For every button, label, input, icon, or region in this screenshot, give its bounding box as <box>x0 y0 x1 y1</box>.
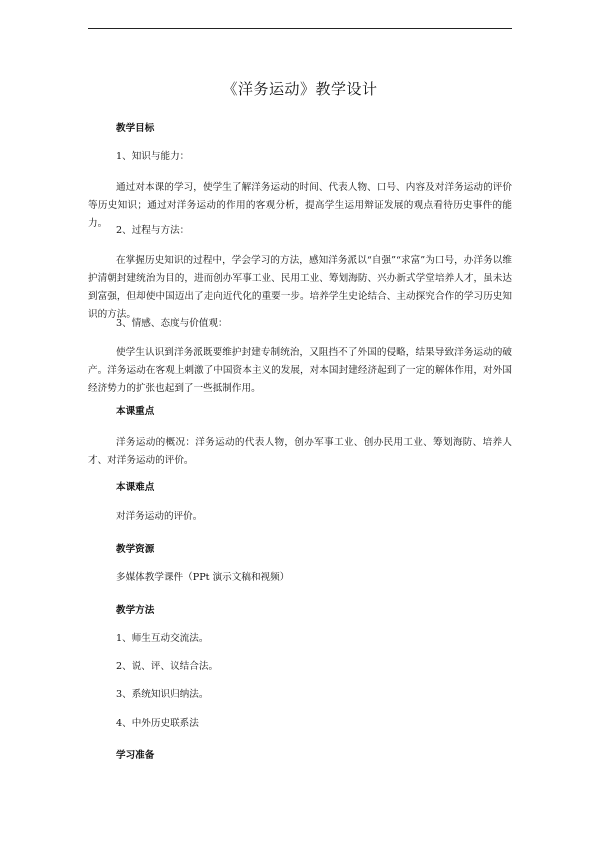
method-item-4: 4、中外历史联系法 <box>116 718 199 729</box>
heading-key-points: 本课重点 <box>116 406 155 417</box>
heading-resources: 教学资源 <box>116 544 155 555</box>
heading-difficulties: 本课难点 <box>116 482 155 493</box>
heading-methods: 教学方法 <box>116 605 155 616</box>
method-item-3: 3、系统知识归纳法。 <box>116 689 209 700</box>
paragraph-emotion: 使学生认识到洋务派既要维护封建专制统治，又阻挡不了外国的侵略，结果导致洋务运动的破产。洋务运动在客观上刺激了中国资本主义的发展，对本国封建经济起到了一定的解体作用，对外国经济势力的扩张也起到了一些抵制作用。 <box>88 347 512 394</box>
resources-text: 多媒体教学课件（PPt 演示文稿和视频） <box>116 572 290 583</box>
document-title: 《洋务运动》教学设计 <box>222 80 378 98</box>
goal-item-process: 2、过程与方法： <box>116 225 190 236</box>
paragraph-process: 在掌握历史知识的过程中，学会学习的方法，感知洋务派以“自强”“求富”为口号，办洋务以维护清朝封建统治为目的，进而创办军事工业、民用工业、筹划海防、兴办新式学堂培养人才，虽未达到富强，但却使中国迈出了走向近代化的重要一步。培养学生史论结合、主动探究合作的学习历史知识的方法。 <box>88 255 512 320</box>
method-item-2: 2、说、评、议结合法。 <box>116 661 219 672</box>
paragraph-knowledge: 通过对本课的学习，使学生了解洋务运动的时间、代表人物、口号、内容及对洋务运动的评价等历史知识；通过对洋务运动的作用的客观分析，提高学生运用辩证发展的观点看待历史事件的能力。 <box>88 182 512 229</box>
goal-item-emotion: 3、情感、态度与价值观： <box>116 318 228 329</box>
header-rule <box>88 28 512 29</box>
method-item-1: 1、师生互动交流法。 <box>116 633 209 644</box>
paragraph-key-points: 洋务运动的概况：洋务运动的代表人物，创办军事工业、创办民用工业、筹划海防、培养人才、对洋务运动的评价。 <box>88 437 512 466</box>
heading-preparation: 学习准备 <box>116 750 155 761</box>
heading-teaching-goals: 教学目标 <box>116 123 155 134</box>
difficulties-text: 对洋务运动的评价。 <box>116 511 203 522</box>
goal-item-knowledge: 1、知识与能力： <box>116 151 190 162</box>
